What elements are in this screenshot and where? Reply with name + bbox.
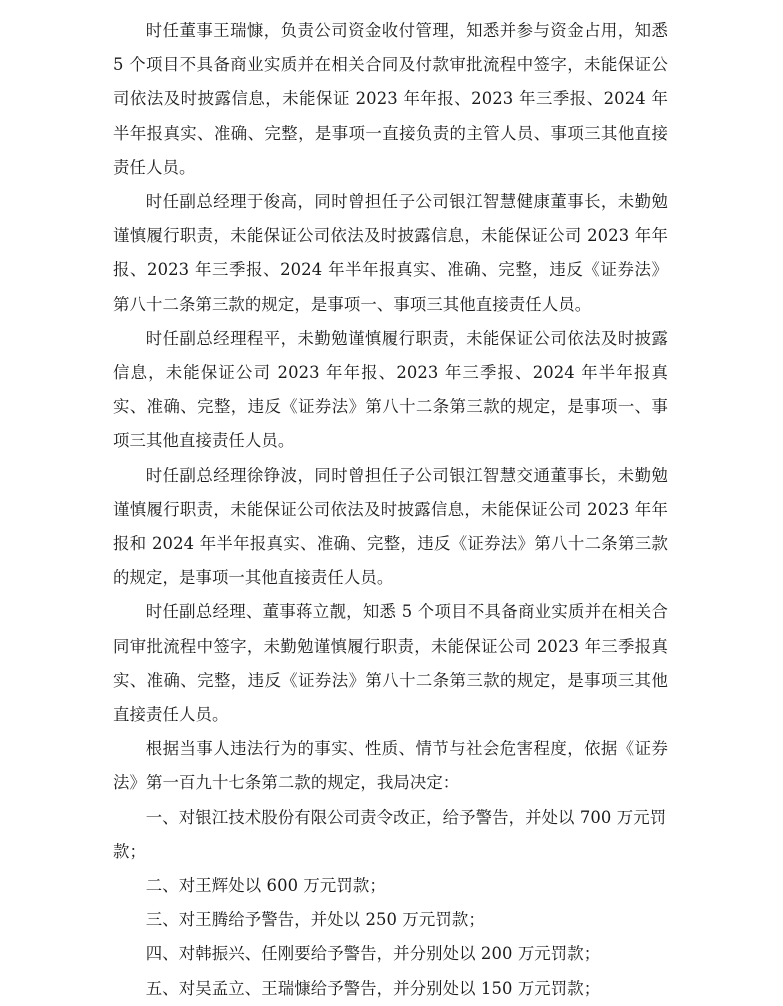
- paragraph-jiang-liliang: 时任副总经理、董事蒋立靓，知悉 5 个项目不具备商业实质并在相关合同审批流程中签字，未勤勉谨慎履行职责，未能保证公司 2023 年三季报真实、准确、完整，违反《证券法》第八十二条第三款的规定，是事项三其他直接责任人员。: [113, 602, 668, 725]
- document-body: [113, 14, 668, 1006]
- penalty-item-1: 一、对银江技术股份有限公司责令改正，给予警告，并处以 700 万元罚款；: [113, 807, 667, 861]
- paragraph-decision-basis: 根据当事人违法行为的事实、性质、情节与社会危害程度，依据《证券法》第一百九十七条第二款的规定，我局决定：: [113, 739, 668, 793]
- paragraph-yu-jungao: 时任副总经理于俊高，同时曾担任子公司银江智慧健康董事长，未勤勉谨慎履行职责，未能保证公司依法及时披露信息，未能保证公司 2023 年年报、2023 年三季报、2024 年半年报真实、准确、完整，违反《证券法》第八十二条第三款的规定，是事项一、事项三其他直接责任人员。: [113, 192, 668, 314]
- penalty-item-3: 三、对王腾给予警告，并处以 250 万元罚款；: [145, 910, 485, 930]
- penalty-item-4: 四、对韩振兴、任刚要给予警告，并分别处以 200 万元罚款；: [145, 944, 601, 964]
- penalty-item-2: 二、对王辉处以 600 万元罚款；: [145, 876, 386, 896]
- paragraph-xu-zhengbo: 时任副总经理徐铮波，同时曾担任子公司银江智慧交通董事长，未勤勉谨慎履行职责，未能保证公司依法及时披露信息，未能保证公司 2023 年年报和 2024 年半年报真实、准确、完整，违反《证券法》第八十二条第三款的规定，是事项一其他直接责任人员。: [113, 465, 668, 588]
- penalty-item-5: 五、对吴孟立、王瑞慷给予警告，并分别处以 150 万元罚款；: [145, 978, 601, 998]
- paragraph-wang-ruikang: 时任董事王瑞慷，负责公司资金收付管理，知悉并参与资金占用，知悉 5 个项目不具备商业实质并在相关合同及付款审批流程中签字，未能保证公司依法及时披露信息，未能保证 2023 年年报、2023 年三季报、2024 年半年报真实、准确、完整，是事项一直接负责的主管人员、事项三其他直接责任人员。: [113, 21, 668, 177]
- paragraph-cheng-ping: 时任副总经理程平，未勤勉谨慎履行职责，未能保证公司依法及时披露信息，未能保证公司 2023 年年报、2023 年三季报、2024 年半年报真实、准确、完整，违反《证券法》第八十二条第三款的规定，是事项一、事项三其他直接责任人员。: [113, 328, 668, 451]
